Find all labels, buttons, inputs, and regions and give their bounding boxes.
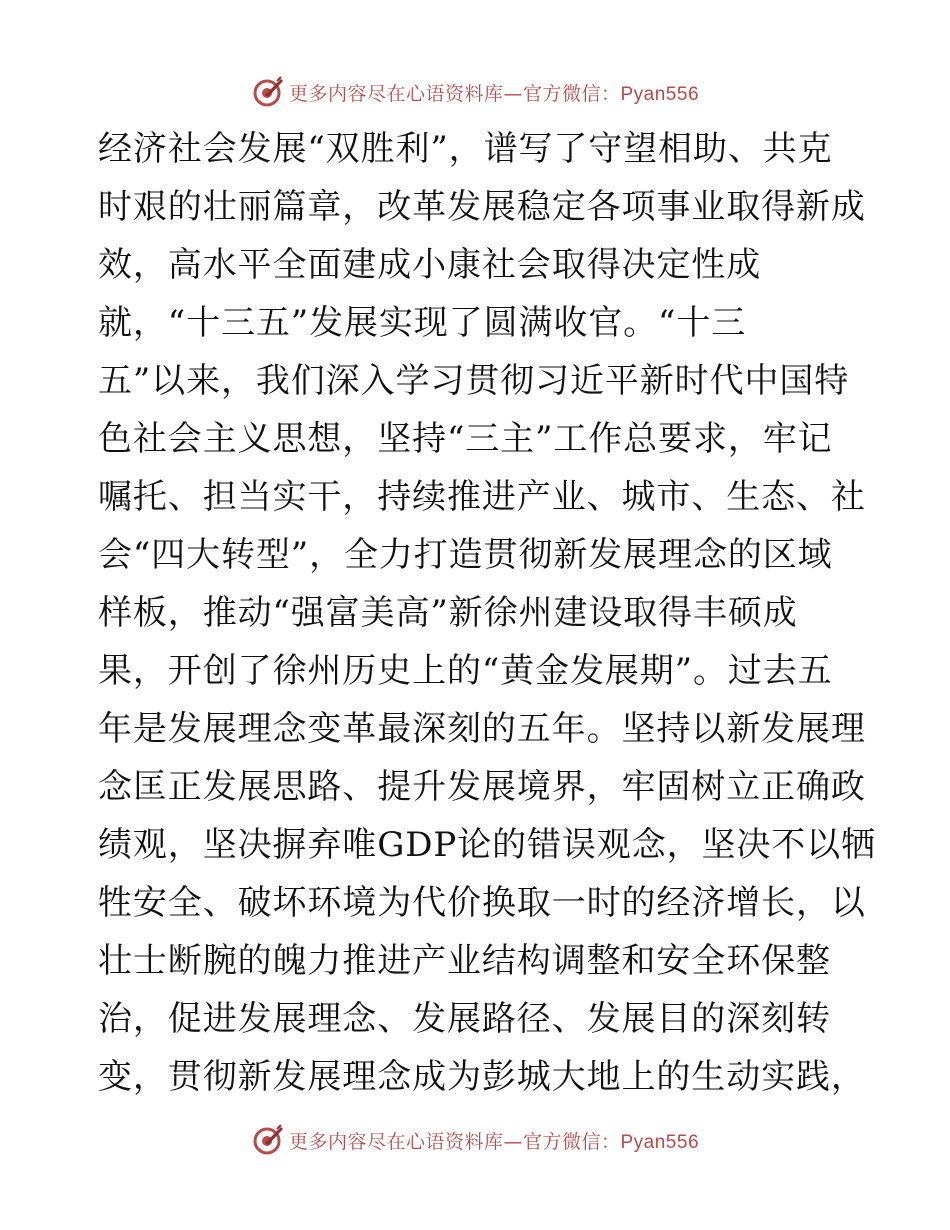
text-line: 五”以来，我们深入学习贯彻习近平新时代中国特 xyxy=(98,361,850,401)
quill-badge-icon xyxy=(251,1123,285,1157)
text-line: 时艰的壮丽篇章，改革发展稳定各项事业取得新成 xyxy=(98,187,866,227)
text-line: 色社会主义思想，坚持“三主”工作总要求，牢记 xyxy=(98,419,833,459)
text-line: 样板，推动“强富美高”新徐州建设取得丰硕成 xyxy=(98,593,798,633)
text-line: 牲安全、破坏环境为代价换取一时的经济增长，以 xyxy=(98,883,866,923)
text-line: 果，开创了徐州历史上的“黄金发展期”。过去五 xyxy=(98,651,833,691)
banner-label: 更多内容尽在心语资料库—官方微信： xyxy=(288,1130,621,1153)
text-line: 治，促进发展理念、发展路径、发展目的深刻转 xyxy=(98,999,831,1039)
text-line: 年是发展理念变革最深刻的五年。坚持以新发展理 xyxy=(98,709,866,749)
text-line: 变，贯彻新发展理念成为彭城大地上的生动实践， xyxy=(98,1057,866,1097)
banner-text xyxy=(289,79,699,106)
wechat-id: Pyan556 xyxy=(620,1131,700,1153)
wechat-id: Pyan556 xyxy=(620,83,700,105)
footer-banner xyxy=(0,1120,950,1160)
text-line: 绩观，坚决摒弃唯GDP论的错误观念，坚决不以牺 xyxy=(98,825,876,865)
text-line: 就，“十三五”发展实现了圆满收官。“十三 xyxy=(98,303,747,343)
text-line: 壮士断腕的魄力推进产业结构调整和安全环保整 xyxy=(98,941,831,981)
banner-label: 更多内容尽在心语资料库—官方微信： xyxy=(288,82,621,105)
document-body xyxy=(98,120,876,1106)
banner-text xyxy=(289,1127,699,1154)
text-line: 效，高水平全面建成小康社会取得决定性成 xyxy=(98,245,762,285)
quill-badge-icon xyxy=(251,75,285,109)
text-line: 念匡正发展思路、提升发展境界，牢固树立正确政 xyxy=(98,767,866,807)
text-line: 经济社会发展“双胜利”，谱写了守望相助、共克 xyxy=(98,129,833,169)
header-banner xyxy=(0,72,950,112)
text-line: 嘱托、担当实干，持续推进产业、城市、生态、社 xyxy=(98,477,866,517)
text-line: 会“四大转型”，全力打造贯彻新发展理念的区域 xyxy=(98,535,833,575)
